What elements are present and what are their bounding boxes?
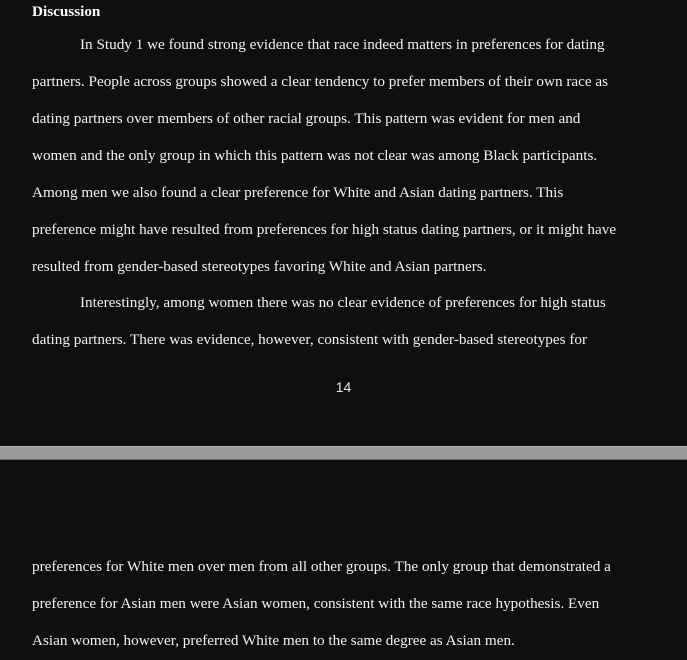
paragraph-line: preference for Asian men were Asian women, consistent with the same race hypothesis. Even: [32, 595, 600, 612]
paragraph-line: Interestingly, among women there was no clear evidence of preferences for high status: [80, 294, 606, 311]
page-number: 14: [335, 379, 352, 395]
paragraph-line: resulted from gender-based stereotypes favoring White and Asian partners.: [32, 258, 487, 275]
paragraph-line: Among men we also found a clear preference for White and Asian dating partners. This: [32, 184, 564, 201]
paragraph-line: preferences for White men over men from all other groups. The only group that demonstrated a: [32, 558, 611, 575]
paragraph-line: In Study 1 we found strong evidence that race indeed matters in preferences for dating: [80, 36, 605, 53]
paragraph-line: dating partners over members of other racial groups. This pattern was evident for men and: [32, 110, 581, 127]
page-separator: [0, 446, 687, 460]
document-page-15: [0, 460, 687, 660]
paragraph-line: partners. People across groups showed a clear tendency to prefer members of their own race as: [32, 73, 609, 90]
paragraph-line: women and the only group in which this pattern was not clear was among Black participants.: [32, 147, 598, 164]
paragraph-line: Asian women, however, preferred White men to the same degree as Asian men.: [32, 632, 515, 649]
section-heading: Discussion: [32, 3, 101, 20]
paragraph-line: dating partners. There was evidence, however, consistent with gender-based stereotypes for: [32, 331, 588, 348]
paragraph-line: preference might have resulted from preferences for high status dating partners, or it might have: [32, 221, 617, 238]
